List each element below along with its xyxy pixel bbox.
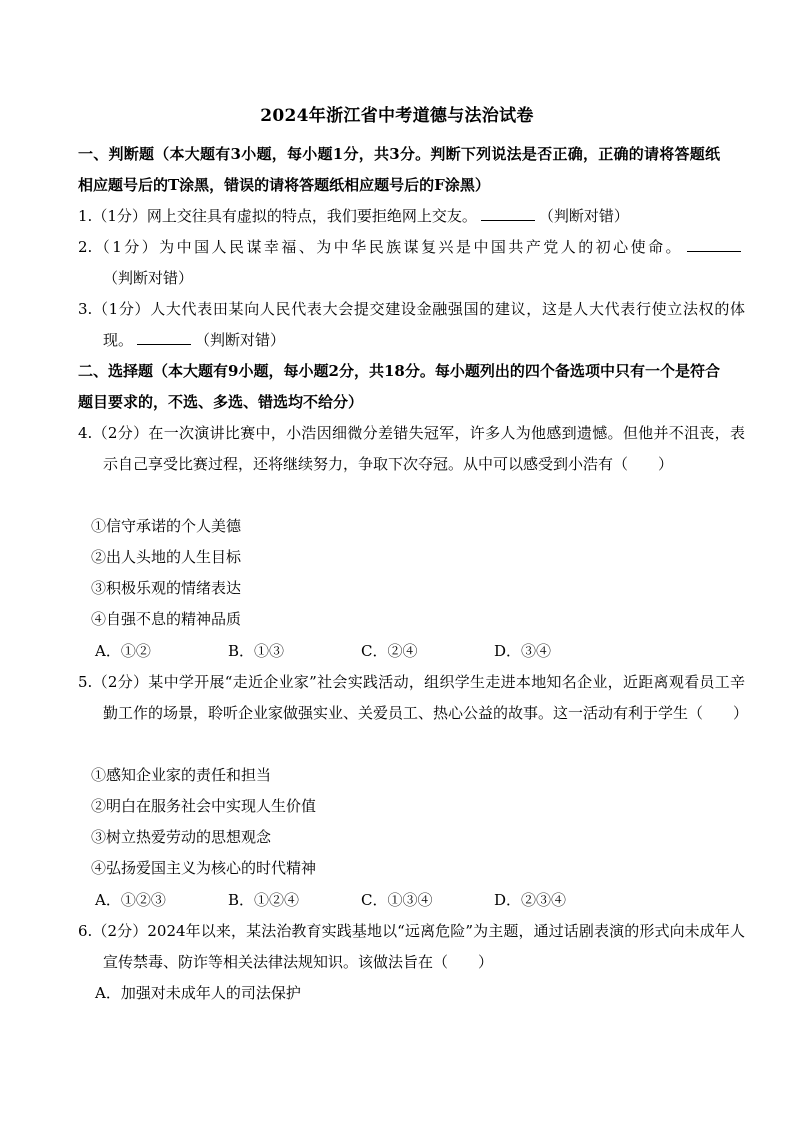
question-suffix: （判断对错） [195,331,286,349]
choice-c[interactable]: C．①③④ [361,891,433,909]
question-text: （1分）为中国人民谋幸福、为中华民族谋复兴是中国共产党人的初心使命。 [92,238,683,256]
answer-choices [78,636,737,667]
choice-a[interactable]: A．加强对未成年人的司法保护 [95,984,301,1002]
question-2 [78,232,745,294]
answer-blank[interactable] [137,329,191,345]
statement-1: ①信守承诺的个人美德 [91,517,242,535]
question-text: （2分）2024年以来，某法治教育实践基地以“远离危险”为主题，通过话剧表演的形式向未成年人宣传禁毒、防诈等相关法律法规知识。该做法旨在（ ） [92,922,745,971]
question-number: 2. [78,238,93,256]
question-number: 4. [78,424,93,442]
question-6 [78,916,745,978]
choice-b[interactable]: B．①③ [228,642,285,660]
question-4 [78,418,745,480]
answer-choices [78,885,737,916]
choice-a[interactable]: A．①②③ [95,891,166,909]
page-title: 2024年浙江省中考道德与法治试卷 [260,106,534,126]
statement-3: ③树立热爱劳动的思想观念 [91,828,272,846]
question-5 [78,667,749,729]
choice-a[interactable]: A．①② [95,642,151,660]
section-heading-choice: 二、选择题（本大题有9小题，每小题2分，共18分。每小题列出的四个备选项中只有一个是符合题目要求的，不选、多选、错选均不给分） [78,362,720,411]
section-heading-judge: 一、判断题（本大题有3小题，每小题1分，共3分。判断下列说法是否正确，正确的请将答题纸相应题号后的T涂黑，错误的请将答题纸相应题号后的F涂黑） [78,145,720,194]
question-suffix: （判断对错） [103,269,194,287]
statement-1: ①感知企业家的责任和担当 [91,766,272,784]
question-number: 1. [78,207,93,225]
choice-d[interactable]: D．③④ [494,642,552,660]
question-text: （2分）某中学开展“走近企业家”社会实践活动，组织学生走进本地知名企业，近距离观看员工辛勤工作的场景，聆听企业家做强实业、关爱员工、热心公益的故事。这一活动有利于学生（ ） [92,673,749,722]
choice-c[interactable]: C．②④ [361,642,418,660]
question-3 [78,294,745,356]
question-text: （1分）人大代表田某向人民代表大会提交建设金融强国的建议，这是人大代表行使立法权的体现。 [92,300,745,349]
question-number: 6. [78,922,93,940]
statement-4: ④自强不息的精神品质 [91,610,242,628]
question-suffix: （判断对错） [538,207,629,225]
question-text: （2分）在一次演讲比赛中，小浩因细微分差错失冠军，许多人为他感到遗憾。但他并不沮丧，表示自己享受比赛过程，还将继续努力，争取下次夺冠。从中可以感受到小浩有（ ） [92,424,745,473]
question-number: 5. [78,673,93,691]
statement-2: ②明白在服务社会中实现人生价值 [91,797,317,815]
statement-3: ③积极乐观的情绪表达 [91,579,242,597]
statement-2: ②出人头地的人生目标 [91,548,242,566]
answer-blank[interactable] [481,205,535,221]
choice-d[interactable]: D．②③④ [494,891,567,909]
question-text: （1分）网上交往具有虚拟的特点，我们要拒绝网上交友。 [92,207,477,225]
answer-blank[interactable] [687,236,741,252]
question-number: 3. [78,300,93,318]
question-1 [78,201,745,232]
statement-4: ④弘扬爱国主义为核心的时代精神 [91,859,317,877]
choice-b[interactable]: B．①②④ [228,891,300,909]
